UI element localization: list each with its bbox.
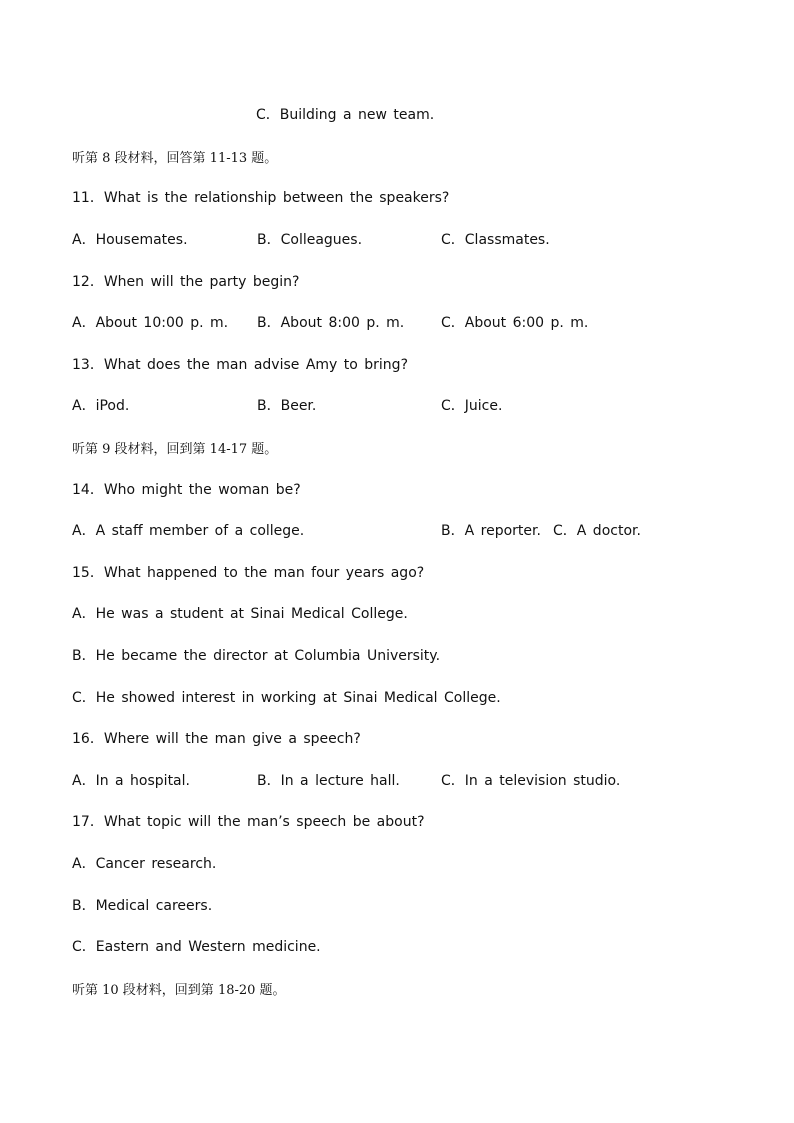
question-11-option-a: A．Housemates. bbox=[72, 232, 188, 248]
question-16-option-c: C．In a television studio. bbox=[441, 773, 621, 789]
question-15-option-b: B．He became the director at Columbia University. bbox=[72, 648, 441, 664]
section-8-heading: 听第 8 段材料，回答第 11-13 题。 bbox=[72, 151, 278, 166]
question-14-options bbox=[72, 522, 722, 540]
question-12-option-b: B．About 8:00 p. m. bbox=[257, 315, 405, 331]
section-10-heading: 听第 10 段材料，回到第 18-20 题。 bbox=[72, 983, 286, 998]
question-11-options bbox=[72, 231, 722, 249]
question-14-option-c: C．A doctor. bbox=[553, 523, 641, 539]
question-13-option-c: C．Juice. bbox=[441, 398, 503, 414]
question-14-stem: 14．Who might the woman be? bbox=[72, 482, 301, 498]
question-14-option-b: B．A reporter. bbox=[441, 523, 541, 539]
question-13-options bbox=[72, 397, 722, 415]
question-12-stem: 12．When will the party begin? bbox=[72, 274, 300, 290]
question-13-option-b: B．Beer. bbox=[257, 398, 317, 414]
question-13-stem: 13．What does the man advise Amy to bring? bbox=[72, 357, 408, 373]
question-15-option-a: A．He was a student at Sinai Medical College. bbox=[72, 606, 408, 622]
question-12-option-c: C．About 6:00 p. m. bbox=[441, 315, 589, 331]
question-14-option-a: A．A staff member of a college. bbox=[72, 523, 305, 539]
question-11-stem: 11．What is the relationship between the speakers? bbox=[72, 190, 450, 206]
question-15-stem: 15．What happened to the man four years ago? bbox=[72, 565, 425, 581]
question-17-option-b: B．Medical careers. bbox=[72, 898, 213, 914]
question-11-option-b: B．Colleagues. bbox=[257, 232, 363, 248]
question-16-stem: 16．Where will the man give a speech? bbox=[72, 731, 361, 747]
question-16-options bbox=[72, 772, 722, 790]
question-13-option-a: A．iPod. bbox=[72, 398, 130, 414]
question-17-option-a: A．Cancer research. bbox=[72, 856, 217, 872]
question-12-options bbox=[72, 314, 722, 332]
section-9-heading: 听第 9 段材料，回到第 14-17 题。 bbox=[72, 442, 278, 457]
question-17-stem: 17．What topic will the man’s speech be about? bbox=[72, 814, 425, 830]
question-12-option-a: A．About 10:00 p. m. bbox=[72, 315, 229, 331]
question-16-option-b: B．In a lecture hall. bbox=[257, 773, 400, 789]
question-10-option-c: C．Building a new team. bbox=[256, 107, 435, 123]
question-15-option-c: C．He showed interest in working at Sinai Medical College. bbox=[72, 690, 501, 706]
question-17-option-c: C．Eastern and Western medicine. bbox=[72, 939, 321, 955]
question-16-option-a: A．In a hospital. bbox=[72, 773, 190, 789]
question-11-option-c: C．Classmates. bbox=[441, 232, 550, 248]
